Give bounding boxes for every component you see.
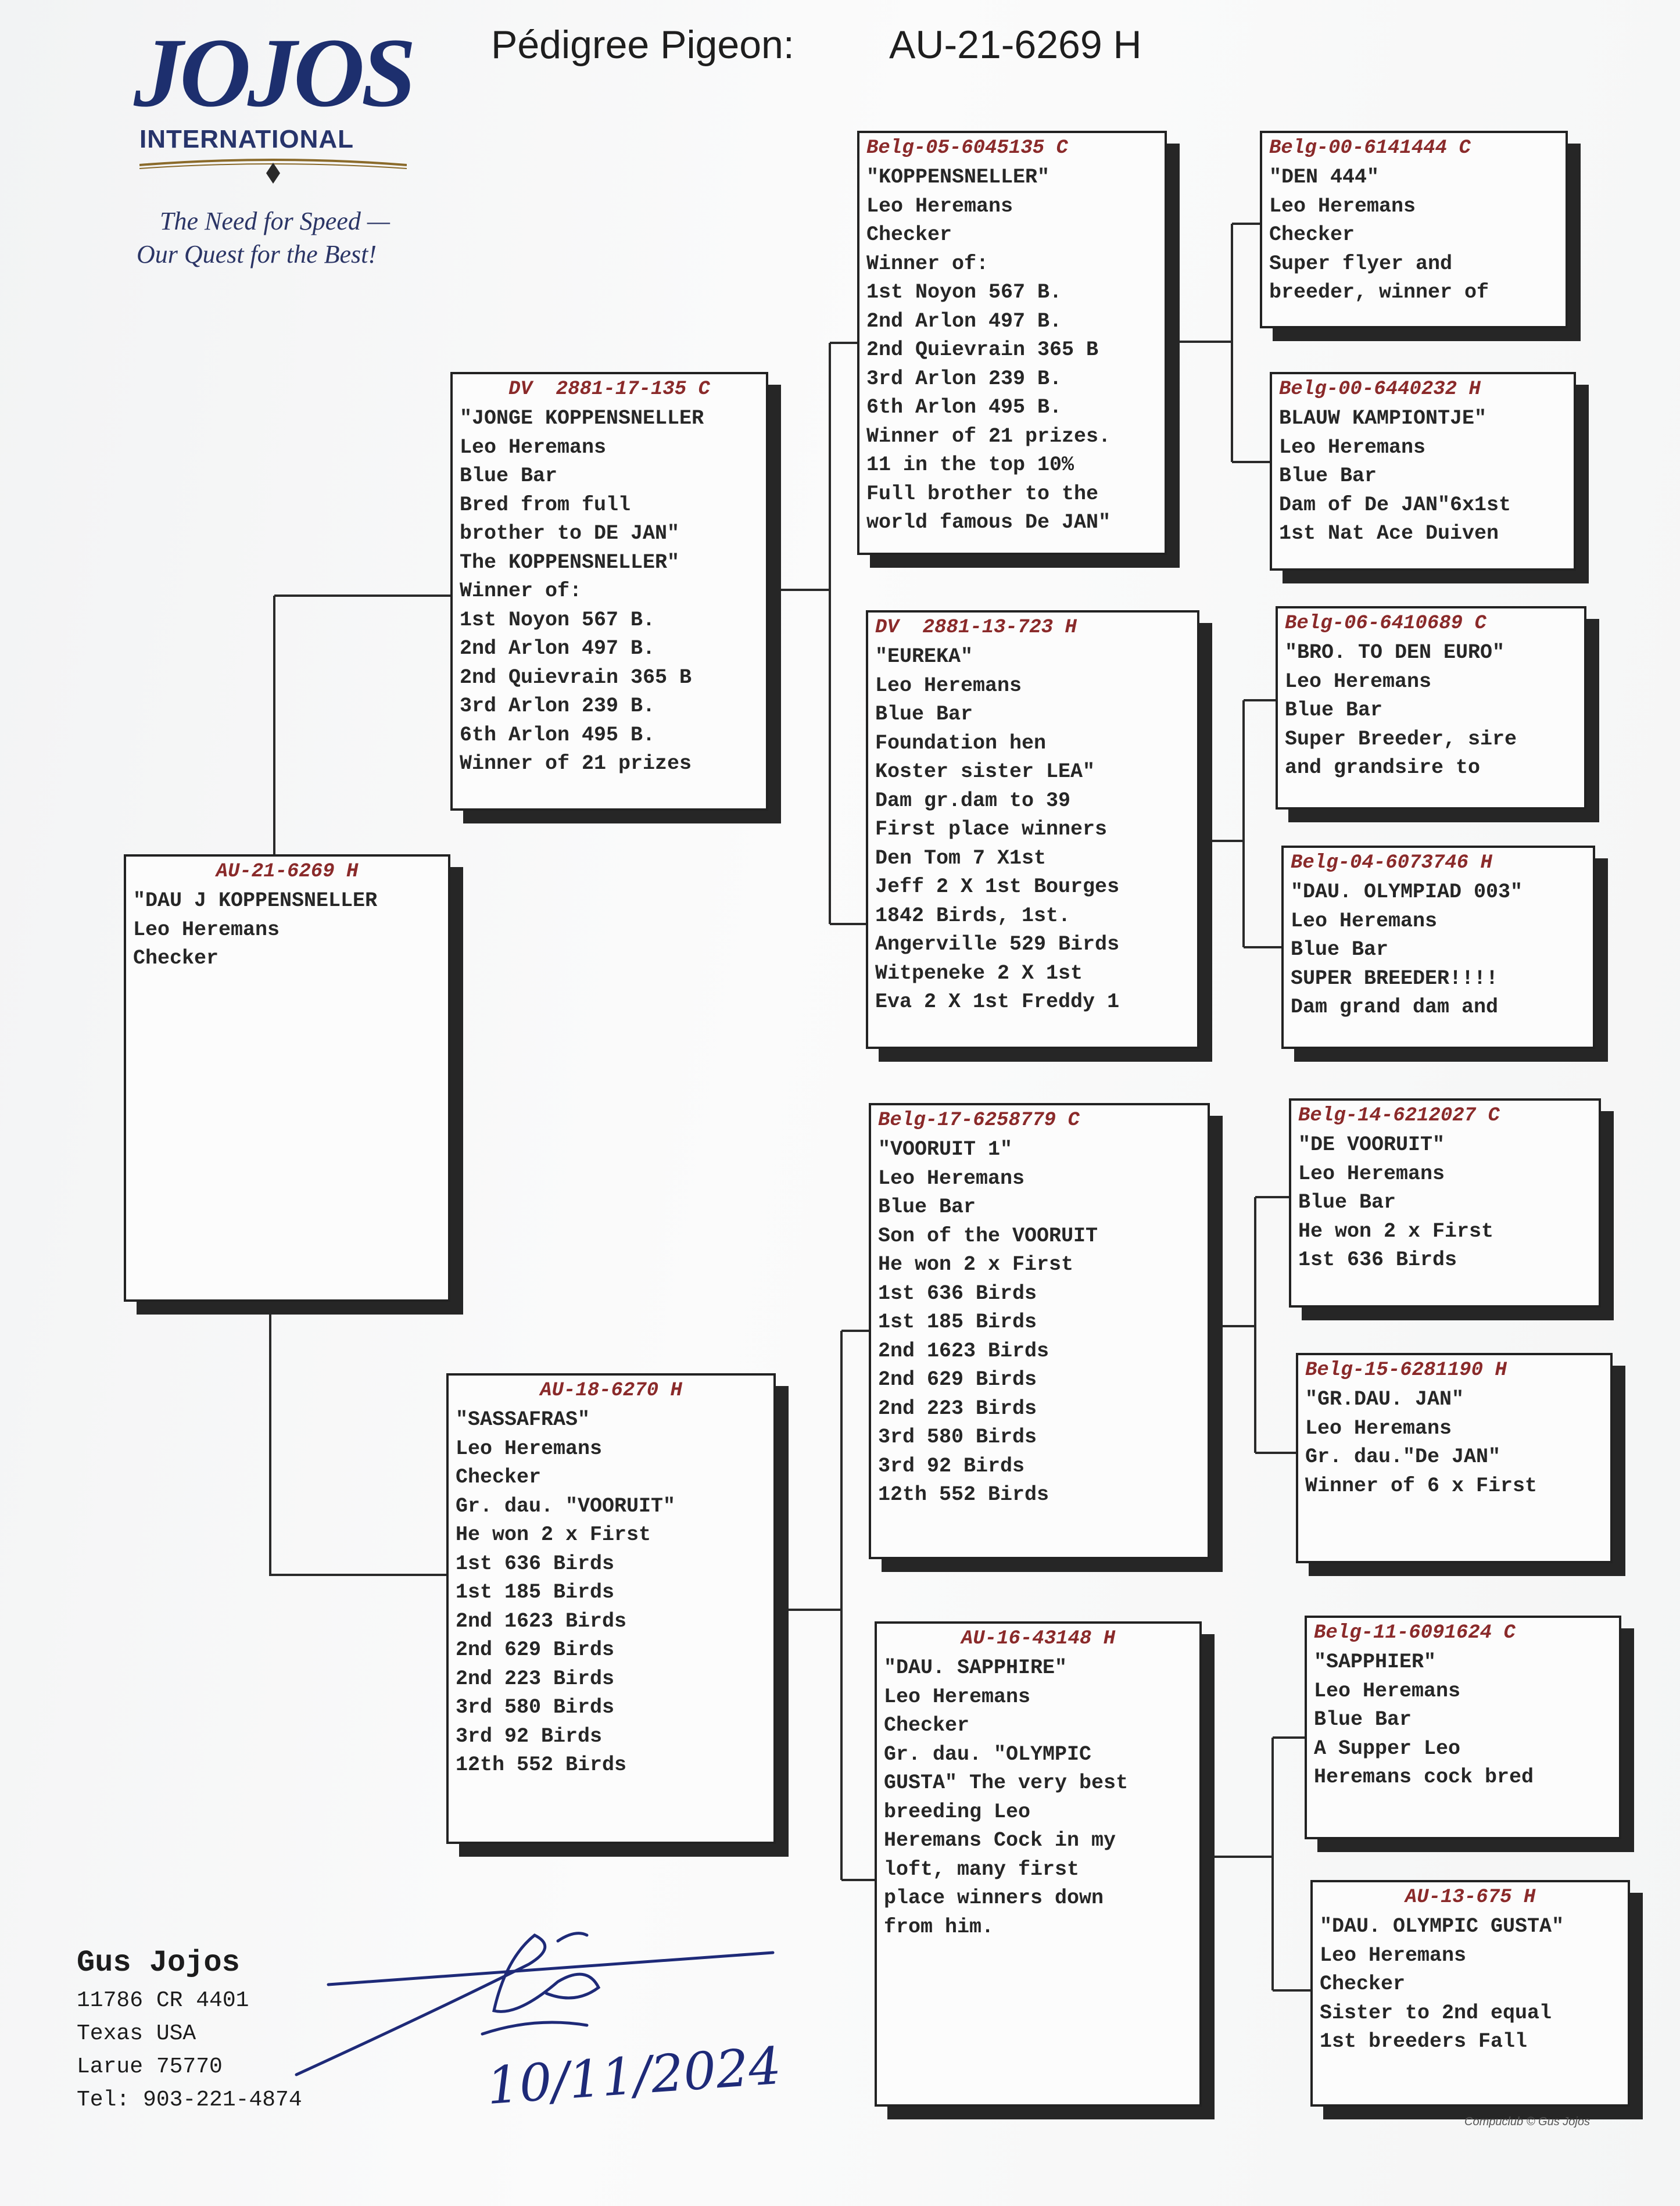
card-line: 2nd 1623 Birds xyxy=(878,1339,1049,1363)
card-line: He won 2 x First xyxy=(456,1523,651,1546)
logo-tagline-1: The Need for Speed — xyxy=(160,207,390,235)
card-line: Leo Heremans xyxy=(133,918,280,941)
card-line: 6th Arlon 495 B. xyxy=(866,396,1062,419)
card-line: Gr. dau. "VOORUIT" xyxy=(456,1494,676,1518)
card-line: 1st 185 Birds xyxy=(878,1310,1037,1334)
card-line: 12th 552 Birds xyxy=(878,1483,1049,1506)
card-line: Leo Heremans xyxy=(866,194,1013,218)
breeder-name: Gus Jojos xyxy=(77,1946,240,1980)
card-line: "DEN 444" xyxy=(1269,166,1380,189)
card-line: "VOORUIT 1" xyxy=(878,1138,1013,1161)
card-line: Leo Heremans xyxy=(875,674,1022,697)
pedigree-card-sire xyxy=(450,372,768,811)
ring-number: Belg-17-6258779 C xyxy=(878,1109,1080,1131)
card-line: Checker xyxy=(866,223,952,246)
card-line: 3rd Arlon 239 B. xyxy=(866,367,1062,391)
card-line: 1st 185 Birds xyxy=(456,1581,615,1604)
card-line: 6th Arlon 495 B. xyxy=(460,723,655,747)
pedigree-card-dam-sire xyxy=(869,1103,1210,1559)
pedigree-card-sdd xyxy=(1281,846,1595,1049)
card-line: Super flyer and xyxy=(1269,252,1453,275)
pedigree-card-sss xyxy=(1260,131,1568,328)
card-line: 12th 552 Birds xyxy=(456,1753,627,1777)
card-line: 1st breeders Fall xyxy=(1320,2030,1528,2053)
card-line: Koster sister LEA" xyxy=(875,760,1095,783)
card-line: Leo Heremans xyxy=(460,435,607,459)
card-line: loft, many first xyxy=(884,1857,1080,1881)
card-line: Dam gr.dam to 39 xyxy=(875,789,1071,812)
card-line: Blue Bar xyxy=(875,703,973,726)
card-line: 2nd Quievrain 365 B xyxy=(866,338,1099,361)
card-line: Dam grand dam and xyxy=(1291,995,1499,1019)
ring-number: Belg-00-6440232 H xyxy=(1279,378,1481,400)
card-line: Leo Heremans xyxy=(456,1437,603,1460)
card-line: 3rd 580 Birds xyxy=(878,1426,1037,1449)
card-line: Winner of 21 prizes. xyxy=(866,424,1111,448)
card-line: Blue Bar xyxy=(1291,938,1389,961)
card-line: and grandsire to xyxy=(1285,756,1481,779)
card-line: Heremans cock bred xyxy=(1314,1765,1534,1789)
ring-number: Belg-14-6212027 C xyxy=(1298,1105,1500,1127)
pedigree-card-dam-dam xyxy=(875,1621,1202,2107)
address-line: Texas USA xyxy=(77,2021,196,2046)
logo-tagline-2: Our Quest for the Best! xyxy=(137,240,377,268)
card-line: world famous De JAN" xyxy=(866,511,1111,534)
card-line: Leo Heremans xyxy=(1291,909,1438,933)
card-line: breeder, winner of xyxy=(1269,281,1489,304)
card-line: 2nd 223 Birds xyxy=(456,1667,615,1691)
card-line: He won 2 x First xyxy=(878,1253,1074,1276)
card-line: Full brother to the xyxy=(866,482,1099,506)
card-line: Leo Heremans xyxy=(1285,669,1432,693)
card-line: Sister to 2nd equal xyxy=(1320,2001,1552,2025)
card-line: 1842 Birds, 1st. xyxy=(875,904,1071,927)
card-line: 3rd 92 Birds xyxy=(878,1454,1025,1478)
card-line: "JONGE KOPPENSNELLER xyxy=(460,407,704,430)
card-line: Checker xyxy=(1269,223,1355,246)
footer-credit: Compuclub © Gus Jojos xyxy=(1464,2115,1590,2128)
card-line: Blue Bar xyxy=(1285,699,1383,722)
logo-swoosh-icon xyxy=(139,158,407,187)
card-line: 11 in the top 10% xyxy=(866,453,1074,477)
card-line: brother to DE JAN" xyxy=(460,522,680,545)
card-line: Blue Bar xyxy=(878,1195,976,1219)
card-line: First place winners xyxy=(875,818,1108,841)
address-line: Larue 75770 xyxy=(77,2054,223,2079)
card-line: GUSTA" The very best xyxy=(884,1771,1129,1795)
card-line: Winner of: xyxy=(866,252,989,275)
card-line: 1st 636 Birds xyxy=(878,1281,1037,1305)
handwritten-signature xyxy=(285,1895,785,2139)
card-line: "SASSAFRAS" xyxy=(456,1408,590,1431)
card-line: Winner of 6 x First xyxy=(1305,1474,1538,1498)
ring-number: DV 2881-13-723 H xyxy=(875,617,1077,639)
card-line: Dam of De JAN"6x1st xyxy=(1279,493,1511,517)
ring-number: AU-16-43148 H xyxy=(961,1628,1116,1650)
card-line: Bred from full xyxy=(460,493,631,517)
card-line: "BRO. TO DEN EURO" xyxy=(1285,641,1505,664)
card-line: 2nd Arlon 497 B. xyxy=(866,309,1062,333)
pedigree-card-ssd xyxy=(1270,372,1576,571)
card-line: "EUREKA" xyxy=(875,645,973,668)
card-line: Leo Heremans xyxy=(1314,1679,1461,1703)
card-line: "DAU J KOPPENSNELLER xyxy=(133,889,378,912)
pedigree-card-dam xyxy=(446,1373,776,1844)
card-line: The KOPPENSNELLER" xyxy=(460,550,680,574)
card-line: 1st Noyon 567 B. xyxy=(460,608,655,632)
card-line: 1st 636 Birds xyxy=(456,1552,615,1575)
card-line: Witpeneke 2 X 1st xyxy=(875,961,1083,985)
ring-number: Belg-11-6091624 C xyxy=(1314,1622,1516,1644)
card-line: 2nd 1623 Birds xyxy=(456,1609,627,1633)
card-line: 1st Nat Ace Duiven xyxy=(1279,522,1499,545)
pedigree-card-subject xyxy=(124,854,450,1302)
card-line: from him. xyxy=(884,1915,994,1939)
card-line: 1st 636 Birds xyxy=(1298,1248,1457,1272)
card-line: "DE VOORUIT" xyxy=(1298,1133,1445,1156)
card-line: 2nd 223 Birds xyxy=(878,1396,1037,1420)
card-line: Angerville 529 Birds xyxy=(875,933,1120,956)
card-line: Gr. dau."De JAN" xyxy=(1305,1445,1501,1469)
card-line: Leo Heremans xyxy=(1320,1943,1467,1967)
address-line: 11786 CR 4401 xyxy=(77,1988,249,2013)
card-line: "DAU. OLYMPIAD 003" xyxy=(1291,880,1523,904)
pedigree-card-sds xyxy=(1276,606,1586,810)
card-line: Leo Heremans xyxy=(1269,194,1416,218)
signature-date: 10/11/2024 xyxy=(485,2035,783,2116)
pedigree-card-dsd xyxy=(1296,1353,1613,1563)
card-line: "DAU. OLYMPIC GUSTA" xyxy=(1320,1915,1564,1938)
card-line: Leo Heremans xyxy=(1305,1416,1452,1440)
ring-number: DV 2881-17-135 C xyxy=(508,378,710,400)
ring-number: AU-21-6269 H xyxy=(216,861,359,883)
card-line: Leo Heremans xyxy=(884,1685,1031,1709)
card-line: 2nd 629 Birds xyxy=(456,1638,615,1661)
card-line: Leo Heremans xyxy=(1279,435,1426,459)
page-title-label: Pédigree Pigeon: xyxy=(491,23,794,67)
card-line: He won 2 x First xyxy=(1298,1219,1494,1243)
ring-number: AU-13-675 H xyxy=(1405,1886,1536,1908)
card-line: 3rd 580 Birds xyxy=(456,1696,615,1719)
card-line: Checker xyxy=(456,1466,542,1489)
card-line: place winners down xyxy=(884,1886,1104,1910)
card-line: Gr. dau. "OLYMPIC xyxy=(884,1742,1092,1766)
card-line: Super Breeder, sire xyxy=(1285,727,1517,751)
card-line: BLAUW KAMPIONTJE" xyxy=(1279,407,1487,430)
card-line: Checker xyxy=(1320,1972,1406,1996)
jojos-logo xyxy=(122,18,447,279)
card-line: breeding Leo xyxy=(884,1800,1031,1824)
card-line: Blue Bar xyxy=(1314,1708,1412,1731)
ring-number: Belg-05-6045135 C xyxy=(866,137,1068,159)
card-line: 2nd Arlon 497 B. xyxy=(460,637,655,660)
card-line: 3rd 92 Birds xyxy=(456,1724,603,1748)
logo-wordmark: JOJOS xyxy=(134,18,413,127)
pedigree-card-dds xyxy=(1305,1616,1621,1839)
card-line: Winner of: xyxy=(460,579,582,603)
card-line: Blue Bar xyxy=(1279,464,1377,488)
ring-number: Belg-06-6410689 C xyxy=(1285,613,1486,635)
card-line: Checker xyxy=(884,1714,970,1737)
ring-number: Belg-15-6281190 H xyxy=(1305,1359,1507,1381)
pedigree-card-dss xyxy=(1289,1098,1601,1308)
card-line: Blue Bar xyxy=(1298,1191,1396,1214)
card-line: Son of the VOORUIT xyxy=(878,1224,1098,1248)
card-line: Winner of 21 prizes xyxy=(460,752,692,775)
card-line: "SAPPHIER" xyxy=(1314,1650,1437,1674)
ring-number: Belg-00-6141444 C xyxy=(1269,137,1471,159)
ring-number: AU-18-6270 H xyxy=(540,1380,682,1402)
card-line: "GR.DAU. JAN" xyxy=(1305,1388,1464,1411)
card-line: Blue Bar xyxy=(460,464,558,488)
card-line: SUPER BREEDER!!!! xyxy=(1291,966,1499,990)
card-line: "DAU. SAPPHIRE" xyxy=(884,1656,1068,1679)
card-line: 3rd Arlon 239 B. xyxy=(460,694,655,718)
card-line: 2nd 629 Birds xyxy=(878,1368,1037,1391)
card-line: 1st Noyon 567 B. xyxy=(866,281,1062,304)
pedigree-card-sire-sire xyxy=(857,131,1167,555)
pedigree-card-sire-dam xyxy=(866,610,1199,1049)
page-title-ring: AU-21-6269 H xyxy=(889,23,1142,67)
card-line: Den Tom 7 X1st xyxy=(875,846,1047,870)
phone-line: Tel: 903-221-4874 xyxy=(77,2087,302,2112)
card-line: Jeff 2 X 1st Bourges xyxy=(875,875,1120,898)
card-line: 2nd Quievrain 365 B xyxy=(460,665,692,689)
card-line: Foundation hen xyxy=(875,731,1047,755)
pedigree-card-ddd xyxy=(1310,1880,1630,2107)
card-line: Heremans Cock in my xyxy=(884,1829,1116,1852)
breeder-address xyxy=(77,1942,302,2117)
card-line: A Supper Leo xyxy=(1314,1736,1461,1760)
card-line: Leo Heremans xyxy=(878,1166,1025,1190)
card-line: "KOPPENSNELLER" xyxy=(866,166,1050,189)
ring-number: Belg-04-6073746 H xyxy=(1291,852,1492,874)
card-line: Leo Heremans xyxy=(1298,1162,1445,1186)
card-line: Eva 2 X 1st Freddy 1 xyxy=(875,990,1120,1014)
logo-subtitle: INTERNATIONAL xyxy=(139,125,354,153)
card-line: Checker xyxy=(133,947,219,970)
